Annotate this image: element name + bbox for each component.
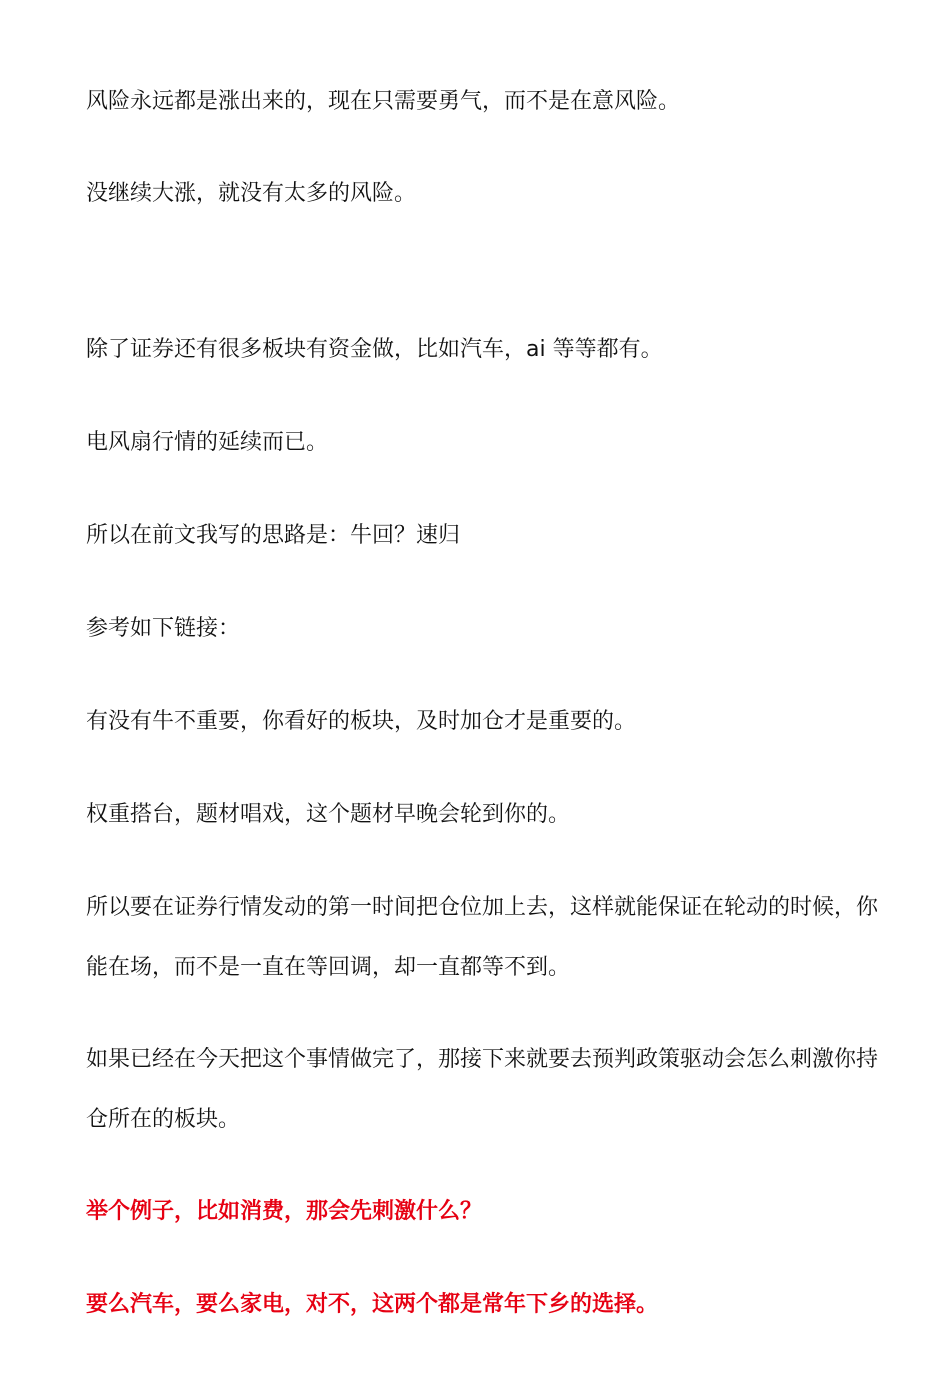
paragraph-7: 有没有牛不重要，你看好的板块，及时加仓才是重要的。 xyxy=(86,709,637,734)
paragraph-10: 如果已经在今天把这个事情做完了，那接下来就要去预判政策驱动会怎么刺激你持仓所在的板块。 xyxy=(86,1047,879,1132)
paragraph-6: 参考如下链接： xyxy=(86,616,241,641)
highlight-paragraph-1: 举个例子，比如消费，那会先刺激什么？ xyxy=(86,1199,483,1224)
paragraph-2: 没继续大涨，就没有太多的风险。 xyxy=(86,181,417,206)
paragraph-9: 所以要在证券行情发动的第一时间把仓位加上去，这样就能保证在轮动的时候，你能在场，而不是一直在等回调，却一直都等不到。 xyxy=(86,895,879,980)
paragraph-8: 权重搭台，题材唱戏，这个题材早晚会轮到你的。 xyxy=(86,802,571,827)
highlight-paragraph-2: 要么汽车，要么家电，对不，这两个都是常年下乡的选择。 xyxy=(86,1292,659,1317)
paragraph-5: 所以在前文我写的思路是：牛回？速归 xyxy=(86,523,461,548)
paragraph-1: 风险永远都是涨出来的，现在只需要勇气，而不是在意风险。 xyxy=(86,89,681,114)
paragraph-3: 除了证券还有很多板块有资金做，比如汽车，ai 等等都有。 xyxy=(86,337,663,362)
paragraph-4: 电风扇行情的延续而已。 xyxy=(86,430,329,455)
